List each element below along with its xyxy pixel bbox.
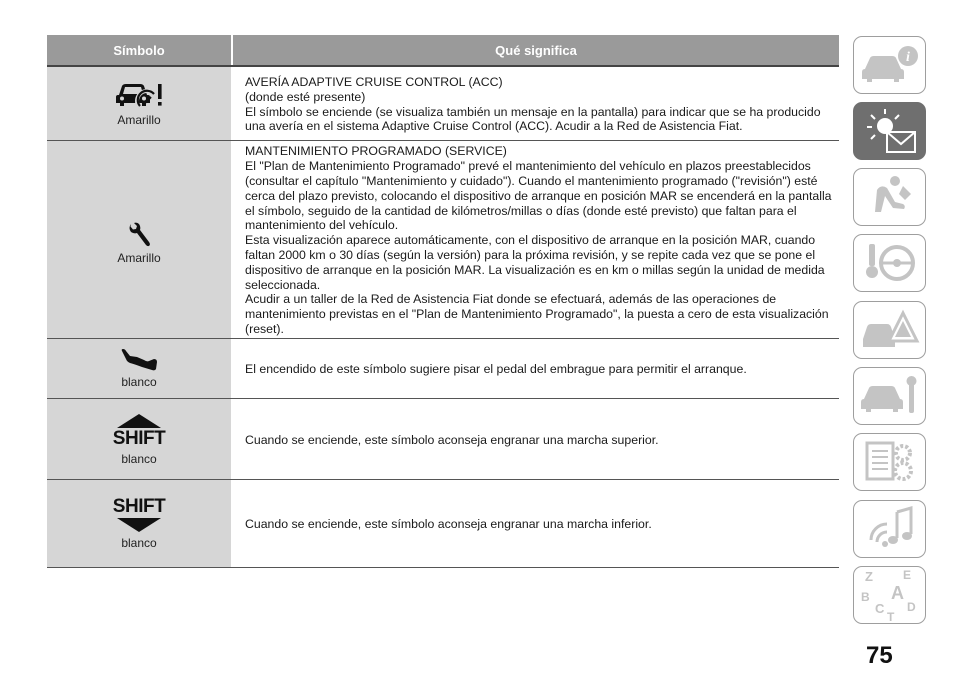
meaning-cell: [231, 67, 839, 140]
symbol-cell: [47, 339, 231, 398]
symbol-cell: [47, 480, 231, 567]
symbol-cell: [47, 399, 231, 479]
symbol-color-label: Amarillo: [117, 251, 161, 265]
table-row: [47, 339, 839, 399]
shift-down-icon: [113, 497, 165, 533]
table-header: [47, 35, 839, 67]
tab-maintenance[interactable]: [853, 367, 926, 425]
symbol-color-label: blanco: [121, 375, 157, 389]
svg-text:i: i: [905, 50, 910, 65]
meaning-line: Esta visualización aparece automáticamente, con el dispositivo de arranque en la posición MAR, cuando faltan 2000 km o 30 días (según la versión) para la próxima revisión, y se repite cada vez que se pone el dispositivo de arranque en la posición MAR. La visualización es en km o millas según la unidad de medida seleccionada.: [245, 233, 825, 292]
meaning-line: El encendido de este símbolo sugiere pisar el pedal del embrague para permitir el arranque.: [245, 362, 747, 377]
tab-car-info[interactable]: [853, 36, 926, 94]
table-row: [47, 480, 839, 568]
header-symbol: Símbolo: [47, 35, 233, 65]
radio-music-icon: [859, 504, 921, 554]
meaning-line: Cuando se enciende, este símbolo aconseja engranar una marcha superior.: [245, 432, 659, 447]
tab-emergency[interactable]: [853, 301, 926, 359]
alphabetical-index-icon: [859, 567, 921, 623]
meaning-cell: [231, 399, 839, 479]
table-row: [47, 141, 839, 339]
car-wrench-icon: [859, 371, 921, 421]
tab-multimedia[interactable]: [853, 500, 926, 558]
symbol-color-label: Amarillo: [117, 113, 161, 127]
wrench-icon: [127, 222, 151, 248]
symbol-color-label: blanco: [121, 451, 157, 466]
meaning-line: (donde esté presente): [245, 89, 366, 104]
index-letter: B: [860, 590, 870, 604]
shift-label: SHIFT: [112, 496, 166, 517]
symbol-color-label: blanco: [121, 536, 157, 550]
clutch-pedal-icon: [120, 348, 158, 372]
page-number: 75: [866, 642, 893, 669]
key-steering-wheel-icon: [859, 238, 921, 288]
car-breakdown-warning-icon: [859, 305, 921, 355]
technical-data-gears-icon: [859, 437, 921, 487]
meaning-line: El símbolo se enciende (se visualiza también un mensaje en la pantalla) para indicar que se ha producido una avería en el sistema Adaptive Cruise Control (ACC). Acudir a la Red de Asistencia Fiat.: [245, 104, 821, 134]
tab-starting-driving[interactable]: [853, 234, 926, 292]
symbol-cell: [47, 141, 231, 338]
warning-light-message-icon: [859, 106, 921, 156]
shift-up-icon: [113, 413, 165, 449]
car-info-icon: [859, 43, 921, 87]
meaning-cell: [231, 480, 839, 567]
tab-safety[interactable]: [853, 168, 926, 226]
tab-technical-data[interactable]: [853, 433, 926, 491]
meaning-cell: [231, 339, 839, 398]
header-meaning: Qué significa: [495, 42, 577, 58]
tab-index[interactable]: [853, 566, 926, 624]
adaptive-cruise-control-failure-icon: [113, 80, 165, 110]
tab-warning-lights[interactable]: [853, 102, 926, 160]
index-letter: C: [874, 601, 884, 616]
index-letter: D: [906, 600, 916, 614]
warning-lights-table: [47, 35, 839, 568]
seat-airbag-icon: [859, 172, 921, 222]
symbol-cell: [47, 67, 231, 140]
meaning-title: MANTENIMIENTO PROGRAMADO (SERVICE): [245, 144, 507, 159]
index-letter: Z: [864, 569, 873, 584]
meaning-line: Cuando se enciende, este símbolo aconseja engranar una marcha inferior.: [245, 517, 652, 532]
meaning-title: AVERÍA ADAPTIVE CRUISE CONTROL (ACC): [245, 74, 503, 89]
shift-label: SHIFT: [112, 427, 166, 449]
table-row: [47, 67, 839, 141]
index-letter: T: [886, 610, 894, 623]
meaning-line: Acudir a un taller de la Red de Asistencia Fiat donde se efectuará, además de las operaciones de mantenimiento previstas en el "Plan de Mantenimiento Programado", la puesta a cero de esta visualización (reset).: [245, 292, 829, 336]
index-letter: E: [902, 568, 911, 582]
index-letter: A: [890, 583, 904, 603]
meaning-line: El "Plan de Mantenimiento Programado" prevé el mantenimiento del vehículo en plazos preestablecidos (consultar el capítulo "Mantenimiento y cuidado"). Cuando el mantenimiento programado ("revisión") esté cerca del plazo previsto, colocando el dispositivo de arranque en posición MAR se encenderá en la pantalla el símbolo, seguido de la cantidad de kilómetros/millas o días (donde esté previsto) que faltan para el mantenimiento del vehículo.: [245, 159, 832, 233]
table-row: [47, 399, 839, 480]
meaning-cell: [231, 141, 839, 338]
